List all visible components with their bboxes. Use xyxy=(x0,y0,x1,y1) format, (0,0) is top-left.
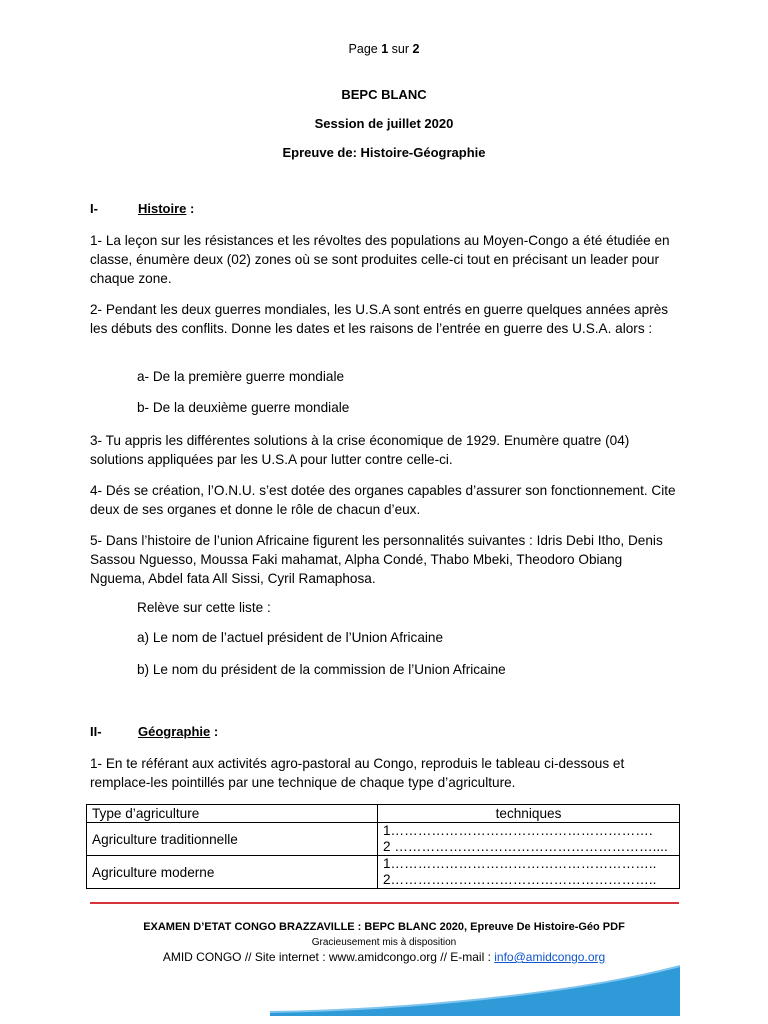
section-title: Géographie xyxy=(138,724,211,739)
technique-line-2: 2 ………………………………………………….... xyxy=(383,839,668,854)
swoosh-decoration-icon xyxy=(270,960,690,1016)
histoire-question-2: 2- Pendant les deux guerres mondiales, les U.S.A sont entrés en guerre quelques années après les débuts des conflits. Donne les dates et les raisons de l’entrée en guerre des U.S.A. alors : xyxy=(90,302,669,336)
table-row xyxy=(87,856,680,889)
histoire-question-2b: b- De la deuxième guerre mondiale xyxy=(137,400,350,415)
footer-divider xyxy=(90,902,679,904)
session-title: Session de juillet 2020 xyxy=(314,116,454,131)
technique-line-1: 1…………………………………………………. xyxy=(383,823,653,838)
table-cell-techniques xyxy=(378,856,680,889)
footer-subtitle: Gracieusement mis à disposition xyxy=(311,937,457,948)
section-colon: : xyxy=(210,724,219,739)
epreuve-title: Epreuve de: Histoire-Géographie xyxy=(282,145,486,160)
page-sep: sur xyxy=(388,42,413,56)
technique-line-2: 2………………………………………………….. xyxy=(383,872,657,887)
exam-title: BEPC BLANC xyxy=(341,87,427,102)
section-title: Histoire xyxy=(138,201,187,216)
section-roman: II- xyxy=(90,724,102,739)
histoire-question-1: 1- La leçon sur les résistances et les révoltes des populations au Moyen-Congo a été étudiée en classe, énumère deux (02) zones où se sont produites celle-ci tout en précisant un leader pour chaque zone. xyxy=(90,233,670,286)
table-row xyxy=(87,823,680,856)
histoire-question-4: 4- Dés se création, l’O.N.U. s’est dotée des organes capables d’assurer son fonctionnement. Cite deux de ses organes et donne le rôle de chacun d’eux. xyxy=(90,483,676,517)
section-histoire-heading xyxy=(90,201,194,216)
page-total: 2 xyxy=(412,42,420,56)
table-cell-type: Agriculture moderne xyxy=(87,856,378,889)
page-number xyxy=(0,42,768,56)
table-header-type: Type d’agriculture xyxy=(87,805,378,823)
footer-email-link[interactable]: info@amidcongo.org xyxy=(494,950,606,964)
section-colon: : xyxy=(186,201,195,216)
geographie-question-1: 1- En te référant aux activités agro-pastoral au Congo, reproduis le tableau ci-dessous et remplace-les pointillés par une technique de chaque type d’agriculture. xyxy=(90,756,625,790)
histoire-question-2a: a- De la première guerre mondiale xyxy=(137,369,345,384)
technique-line-1: 1………………………………………………….. xyxy=(383,856,657,871)
section-geographie-heading xyxy=(90,724,218,739)
histoire-question-5-intro: Relève sur cette liste : xyxy=(137,600,271,615)
histoire-question-3: 3- Tu appris les différentes solutions à la crise économique de 1929. Enumère quatre (04) solutions appliquées par les U.S.A pour lutter contre celle-ci. xyxy=(90,433,630,467)
page-current: 1 xyxy=(381,42,389,56)
footer-contact-text: AMID CONGO // Site internet : www.amidcongo.org // E-mail : xyxy=(162,950,495,964)
agriculture-table xyxy=(86,804,680,889)
table-header-techniques: techniques xyxy=(378,805,680,823)
page-prefix: Page xyxy=(348,42,382,56)
histoire-question-5a: a) Le nom de l’actuel président de l’Union Africaine xyxy=(137,630,444,645)
swoosh-shape xyxy=(270,966,680,1016)
footer-title: EXAMEN D’ETAT CONGO BRAZZAVILLE : BEPC BLANC 2020, Epreuve De Histoire-Géo PDF xyxy=(143,921,625,933)
table-cell-techniques xyxy=(378,823,680,856)
section-roman: I- xyxy=(90,201,98,216)
table-header-row xyxy=(87,805,680,823)
histoire-question-5: 5- Dans l’histoire de l’union Africaine figurent les personnalités suivantes : Idris Debi Itho, Denis Sassou Nguesso, Moussa Faki mahamat, Alpha Condé, Thabo Mbeki, Theodoro Obiang Nguema, Abdel fata All Sissi, Cyril Ramaphosa. xyxy=(90,533,663,586)
table-cell-type: Agriculture traditionnelle xyxy=(87,823,378,856)
histoire-question-5b: b) Le nom du président de la commission de l’Union Africaine xyxy=(137,662,506,677)
